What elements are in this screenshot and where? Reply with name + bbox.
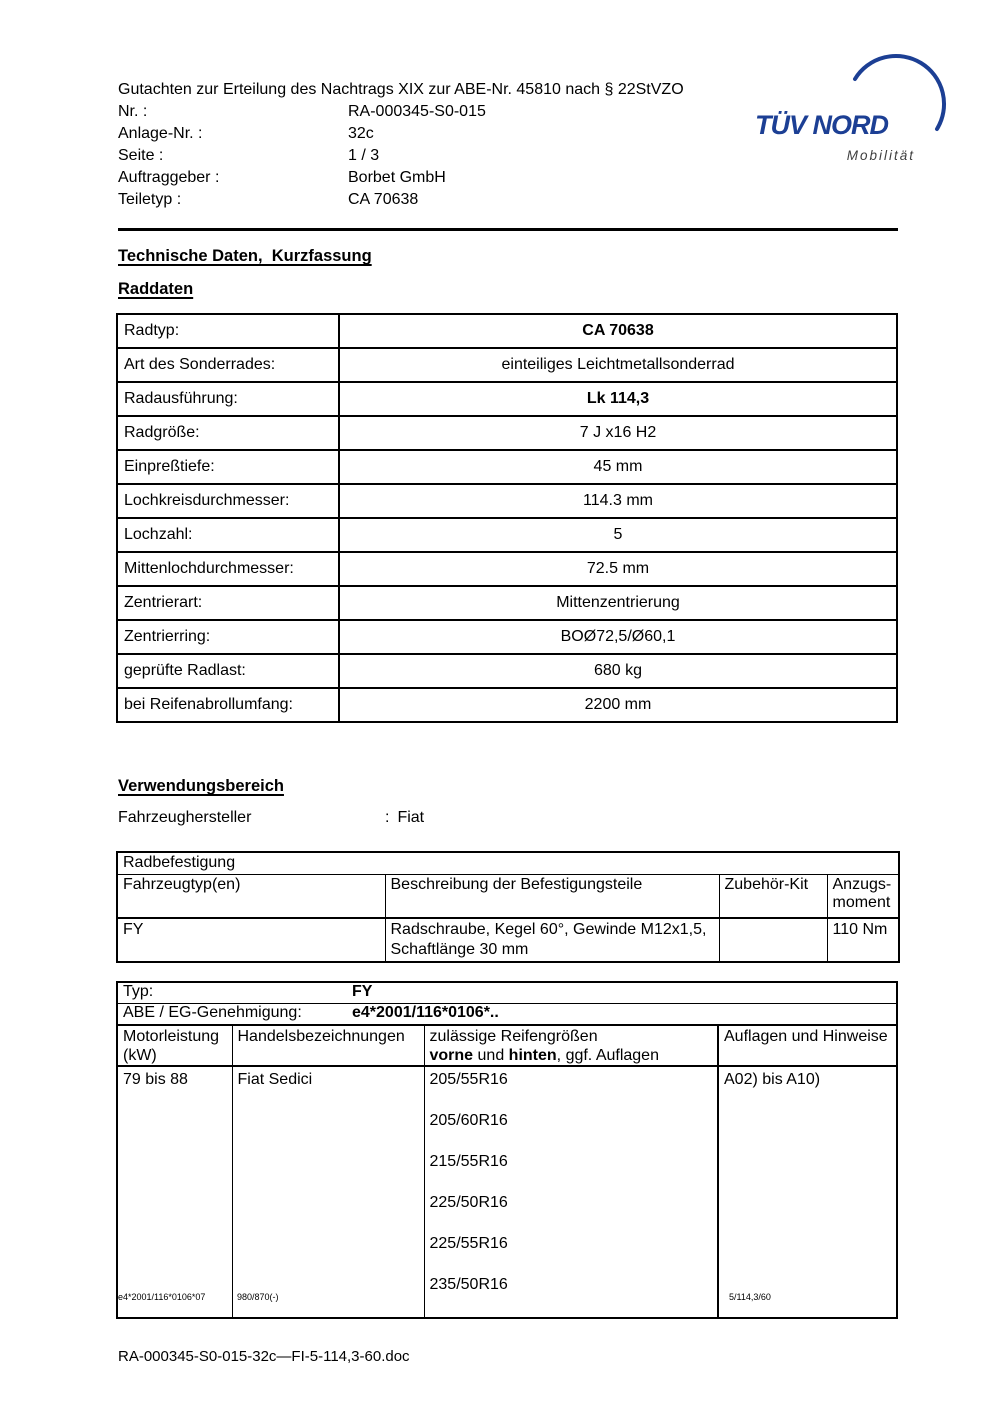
header-bold-word: vorne [429,1047,474,1064]
tire-size: 225/55R16 [429,1235,508,1252]
table-header-row [117,875,899,919]
header-line: Motorleistung [123,1028,220,1045]
field-label: Seite : [118,147,164,164]
header-bold-word: hinten [508,1047,557,1064]
row-label: bei Reifenabrollumfang: [117,688,339,722]
row-value: 45 mm [339,450,897,484]
radbefestigung-table [116,851,900,963]
column-header-handelsbezeichnungen: Handelsbezeichnungen [232,1025,424,1066]
header-text: , ggf. Auflagen [556,1047,659,1064]
tire-size: 215/55R16 [429,1153,508,1170]
row-label: Zentrierring: [117,620,339,654]
typ-label: Typ: [123,983,154,1000]
section-heading-technische-daten: Technische Daten, Kurzfassung [118,247,372,265]
document-title: Gutachten zur Erteilung des Nachtrags XIX zur ABE-Nr. 45810 nach § 22StVZO [118,81,684,98]
header-divider [118,228,898,231]
cell-zubehoer-kit [719,918,827,962]
field-value: 32c [348,125,374,142]
field-value: RA-000345-S0-015 [348,103,486,120]
row-value: Mittenzentrierung [339,586,897,620]
manufacturer-value: Fiat [397,809,425,826]
field-label: Teiletyp : [118,191,182,208]
manufacturer-label: Fahrzeughersteller [118,809,252,826]
row-label: Zentrierart: [117,586,339,620]
cell-reifengroessen [424,1066,718,1318]
table-row [117,586,897,620]
table-footnotes [118,1292,898,1304]
cell-motorleistung: 79 bis 88 [117,1066,232,1318]
footer-doc-name: RA-000345-S0-015-32c—FI-5-114,3-60.doc [118,1348,410,1365]
header-field-seite [118,145,684,167]
row-label: Lochkreisdurchmesser: [117,484,339,518]
table-row [117,1066,897,1318]
header-field-auftraggeber [118,167,684,189]
row-label: Radausführung: [117,382,339,416]
manufacturer-colon: : [385,809,390,826]
typ-table [116,981,898,1319]
table-row [117,348,897,382]
field-label: Auftraggeber : [118,169,220,186]
header-field-nr [118,101,684,123]
field-label: Anlage-Nr. : [118,125,203,142]
field-label: Nr. : [118,103,148,120]
logo-subtitle-text: Mobilität [846,148,915,163]
typ-value: FY [352,983,373,1000]
table-row [117,1004,897,1026]
header-field-teiletyp [118,189,684,211]
typ-line [117,982,897,1004]
raddaten-table [116,313,898,723]
row-value: 114.3 mm [339,484,897,518]
table-row [117,552,897,586]
header-line: (kW) [123,1047,157,1064]
row-value: BOØ72,5/Ø60,1 [339,620,897,654]
document-header [118,79,684,211]
row-label: Lochzahl: [117,518,339,552]
field-value: Borbet GmbH [348,169,446,186]
cell-fahrzeugtyp: FY [117,918,385,962]
tire-size: 235/50R16 [429,1276,508,1293]
row-label: Einpreßtiefe: [117,450,339,484]
abe-label: ABE / EG-Genehmigung: [123,1004,302,1021]
abe-value: e4*2001/116*0106*.. [352,1004,499,1021]
cell-anzugsmoment: 110 Nm [827,918,899,962]
table-row [117,382,897,416]
row-label: Mittenlochdurchmesser: [117,552,339,586]
cell-beschreibung: Radschraube, Kegel 60°, Gewinde M12x1,5, Schaftlänge 30 mm [385,918,719,962]
row-value: 7 J x16 H2 [339,416,897,450]
section-heading-verwendungsbereich: Verwendungsbereich [118,777,284,795]
abe-line [117,1004,897,1026]
table-row [117,982,897,1004]
tuv-nord-logo [750,50,955,170]
footnote: 5/114,3/60 [729,1292,771,1302]
cell-handelsbezeichnung: Fiat Sedici [232,1066,424,1318]
column-header-motorleistung [117,1025,232,1066]
tire-size: 205/60R16 [429,1112,508,1129]
column-header-auflagen: Auflagen und Hinweise [718,1025,897,1066]
row-value: 680 kg [339,654,897,688]
column-header: Zubehör-Kit [719,875,827,919]
table-row [117,484,897,518]
footnote: 980/870(-) [237,1292,279,1302]
row-label: geprüfte Radlast: [117,654,339,688]
table-row [117,654,897,688]
header-field-anlage [118,123,684,145]
row-label: Radgröße: [117,416,339,450]
logo-brand-text: TÜV NORD [755,110,888,140]
tire-size: 225/50R16 [429,1194,508,1211]
header-line [430,1046,713,1065]
column-header: Anzugs-moment [827,875,899,919]
row-value: Lk 114,3 [339,382,897,416]
table-row [117,450,897,484]
field-value: CA 70638 [348,191,419,208]
row-value: 5 [339,518,897,552]
tire-size: 205/55R16 [429,1071,508,1088]
table-row [117,852,899,875]
footnote: e4*2001/116*0106*07 [118,1292,206,1302]
radbefestigung-title: Radbefestigung [117,852,899,875]
row-value: CA 70638 [339,314,897,348]
table-header-row [117,1025,897,1066]
row-value: 2200 mm [339,688,897,722]
table-row [117,518,897,552]
table-row [117,416,897,450]
header-line: zulässige Reifengrößen [429,1028,598,1045]
row-label: Art des Sonderrades: [117,348,339,382]
manufacturer-line [118,809,424,827]
row-value: 72.5 mm [339,552,897,586]
header-text: und [473,1047,509,1064]
field-value: 1 / 3 [348,147,380,164]
table-row [117,918,899,962]
table-row [117,314,897,348]
column-header: Fahrzeugtyp(en) [117,875,385,919]
row-label: Radtyp: [117,314,339,348]
cell-auflagen: A02) bis A10) [718,1066,897,1318]
column-header-reifengroessen [424,1025,718,1066]
table-row [117,620,897,654]
column-header: Beschreibung der Befestigungsteile [385,875,719,919]
table-row [117,688,897,722]
row-value: einteiliges Leichtmetallsonderrad [339,348,897,382]
section-heading-raddaten: Raddaten [118,280,194,298]
